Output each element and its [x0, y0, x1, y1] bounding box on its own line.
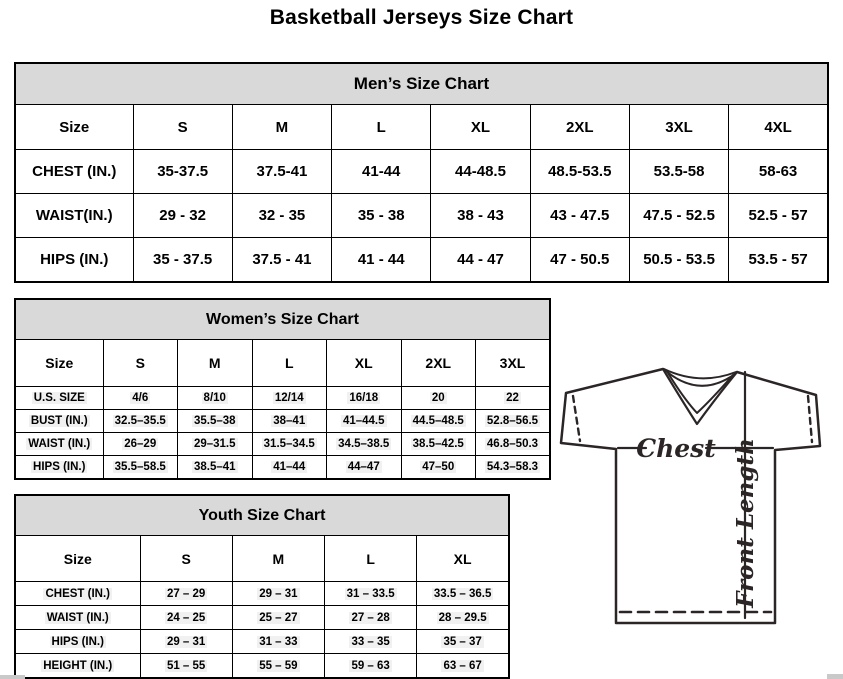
data-cell — [401, 433, 476, 456]
row-label — [15, 654, 140, 679]
table-row — [15, 654, 509, 679]
column-header: 3XL — [629, 105, 728, 150]
row-label — [15, 582, 140, 606]
data-cell — [476, 433, 551, 456]
table-title: Women’s Size Chart — [15, 299, 550, 340]
table-row — [15, 410, 550, 433]
column-header: XL — [431, 105, 530, 150]
jersey-outline — [561, 369, 820, 623]
highlighted-text: 29–31.5 — [193, 438, 236, 450]
column-header: M — [178, 340, 253, 387]
highlighted-text: 25 – 27 — [259, 611, 298, 624]
highlighted-text: 35.5–38 — [193, 415, 236, 427]
youth-size-table — [14, 494, 510, 679]
column-header: S — [140, 536, 232, 582]
data-cell: 47 - 50.5 — [530, 238, 629, 283]
data-cell — [232, 630, 324, 654]
column-header: 3XL — [476, 340, 551, 387]
column-header: M — [232, 536, 324, 582]
column-header: S — [103, 340, 178, 387]
column-header: Size — [15, 105, 133, 150]
highlighted-text: 54.3–58.3 — [486, 461, 539, 473]
data-cell — [252, 387, 327, 410]
highlighted-text: 26–29 — [124, 438, 157, 450]
highlighted-text: 34.5–38.5 — [338, 438, 390, 450]
highlighted-text: 27 – 29 — [166, 587, 206, 600]
column-header: L — [325, 536, 417, 582]
data-cell — [327, 433, 402, 456]
page-title: Basketball Jerseys Size Chart — [269, 6, 574, 29]
highlighted-text: HIPS (IN.) — [33, 461, 86, 473]
data-cell: 53.5 - 57 — [729, 238, 828, 283]
data-cell: 35 - 37.5 — [133, 238, 232, 283]
highlighted-text: 29 – 31 — [259, 587, 298, 600]
data-cell — [252, 456, 327, 480]
data-cell: 53.5-58 — [629, 150, 728, 194]
highlighted-text: U.S. SIZE — [33, 392, 85, 404]
table-row — [15, 606, 509, 630]
data-cell — [327, 456, 402, 480]
highlighted-text: HEIGHT (IN.) — [43, 659, 113, 672]
data-cell — [401, 456, 476, 480]
highlighted-text: 16/18 — [349, 392, 379, 404]
table-title: Youth Size Chart — [15, 495, 509, 536]
data-cell: 58-63 — [729, 150, 828, 194]
data-cell: 29 - 32 — [133, 194, 232, 238]
data-cell — [325, 606, 417, 630]
table-row — [15, 150, 828, 194]
horizontal-scrollbar-thumb-left[interactable] — [0, 675, 25, 679]
mens-size-table — [14, 62, 829, 283]
front-length-label: Front Length — [732, 438, 759, 608]
row-label — [15, 630, 140, 654]
column-header: XL — [417, 536, 509, 582]
table-row — [15, 433, 550, 456]
data-cell — [178, 433, 253, 456]
highlighted-text: 47–50 — [422, 461, 455, 473]
highlighted-text: 38.5–42.5 — [412, 438, 464, 450]
data-cell: 35 - 38 — [332, 194, 431, 238]
left-cuff-dashed-line — [573, 396, 580, 441]
table-row — [15, 582, 509, 606]
column-header: L — [332, 105, 431, 150]
highlighted-text: 59 – 63 — [351, 659, 390, 672]
highlighted-text: 33.5 – 36.5 — [433, 587, 492, 600]
data-cell — [325, 582, 417, 606]
highlighted-text: 55 – 59 — [259, 659, 298, 672]
table-row — [15, 238, 828, 283]
data-cell: 44 - 47 — [431, 238, 530, 283]
highlighted-text: 32.5–35.5 — [114, 415, 166, 427]
data-cell — [103, 387, 178, 410]
data-cell: 37.5-41 — [232, 150, 331, 194]
womens-size-table — [14, 298, 551, 480]
column-header: XL — [327, 340, 402, 387]
data-cell: 50.5 - 53.5 — [629, 238, 728, 283]
data-cell — [252, 410, 327, 433]
highlighted-text: 33 – 35 — [351, 635, 390, 648]
highlighted-text: 44–47 — [347, 461, 380, 473]
data-cell: 41-44 — [332, 150, 431, 194]
data-cell — [103, 456, 178, 480]
highlighted-text: WAIST (IN.) — [28, 438, 91, 450]
data-cell — [140, 630, 232, 654]
data-cell — [325, 654, 417, 679]
table-row — [15, 630, 509, 654]
row-label — [15, 433, 103, 456]
data-cell — [103, 410, 178, 433]
highlighted-text: 22 — [506, 392, 519, 404]
chest-label: Chest — [636, 434, 716, 463]
row-label — [15, 606, 140, 630]
row-label: CHEST (IN.) — [15, 150, 133, 194]
data-cell — [232, 582, 324, 606]
data-cell: 47.5 - 52.5 — [629, 194, 728, 238]
table-title: Men’s Size Chart — [15, 63, 828, 105]
highlighted-text: WAIST (IN.) — [46, 611, 109, 624]
data-cell: 35-37.5 — [133, 150, 232, 194]
highlighted-text: 27 – 28 — [351, 611, 390, 624]
row-label: WAIST(IN.) — [15, 194, 133, 238]
highlighted-text: 12/14 — [274, 392, 304, 404]
highlighted-text: 38–41 — [273, 415, 306, 427]
data-cell: 32 - 35 — [232, 194, 331, 238]
table-row — [15, 194, 828, 238]
data-cell — [417, 654, 509, 679]
row-label — [15, 410, 103, 433]
row-label — [15, 456, 103, 480]
data-cell — [327, 410, 402, 433]
column-header: 2XL — [530, 105, 629, 150]
highlighted-text: 8/10 — [203, 392, 226, 404]
data-cell — [103, 433, 178, 456]
data-cell — [178, 387, 253, 410]
column-header: 2XL — [401, 340, 476, 387]
data-cell — [476, 410, 551, 433]
right-cuff-dashed-line — [808, 396, 812, 442]
table-row — [15, 387, 550, 410]
data-cell — [417, 582, 509, 606]
column-header: Size — [15, 340, 103, 387]
highlighted-text: BUST (IN.) — [30, 415, 88, 427]
table-row — [15, 456, 550, 480]
data-cell — [325, 630, 417, 654]
row-label — [15, 387, 103, 410]
data-cell — [401, 387, 476, 410]
column-header: L — [252, 340, 327, 387]
data-cell — [140, 582, 232, 606]
highlighted-text: 4/6 — [132, 392, 149, 404]
data-cell: 43 - 47.5 — [530, 194, 629, 238]
data-cell — [140, 606, 232, 630]
data-cell — [417, 606, 509, 630]
data-cell — [327, 387, 402, 410]
highlighted-text: 35.5–58.5 — [114, 461, 166, 473]
data-cell — [232, 654, 324, 679]
data-cell — [476, 456, 551, 480]
highlighted-text: CHEST (IN.) — [45, 587, 111, 600]
data-cell: 41 - 44 — [332, 238, 431, 283]
data-cell: 52.5 - 57 — [729, 194, 828, 238]
data-cell: 44-48.5 — [431, 150, 530, 194]
highlighted-text: 31 – 33.5 — [346, 587, 395, 600]
highlighted-text: 46.8–50.3 — [486, 438, 539, 450]
highlighted-text: 52.8–56.5 — [486, 415, 539, 427]
highlighted-text: HIPS (IN.) — [51, 635, 104, 648]
data-cell — [252, 433, 327, 456]
data-cell: 38 - 43 — [431, 194, 530, 238]
data-cell — [178, 456, 253, 480]
highlighted-text: 31 – 33 — [259, 635, 298, 648]
jersey-measurement-diagram — [545, 350, 843, 635]
highlighted-text: 51 – 55 — [166, 659, 206, 672]
data-cell — [476, 387, 551, 410]
data-cell — [178, 410, 253, 433]
highlighted-text: 29 – 31 — [166, 635, 206, 648]
data-cell — [232, 606, 324, 630]
highlighted-text: 20 — [431, 392, 445, 404]
row-label: HIPS (IN.) — [15, 238, 133, 283]
highlighted-text: 35 – 37 — [443, 635, 482, 648]
horizontal-scrollbar-thumb-right[interactable] — [827, 674, 843, 679]
highlighted-text: 41–44.5 — [342, 415, 385, 427]
column-header: Size — [15, 536, 140, 582]
highlighted-text: 24 – 25 — [166, 611, 206, 624]
data-cell — [417, 630, 509, 654]
highlighted-text: 38.5–41 — [193, 461, 236, 473]
column-header: S — [133, 105, 232, 150]
data-cell: 37.5 - 41 — [232, 238, 331, 283]
highlighted-text: 31.5–34.5 — [263, 438, 315, 450]
highlighted-text: 28 – 29.5 — [438, 611, 487, 624]
column-header: 4XL — [729, 105, 828, 150]
highlighted-text: 63 – 67 — [443, 659, 482, 672]
data-cell — [140, 654, 232, 679]
data-cell — [401, 410, 476, 433]
highlighted-text: 44.5–48.5 — [412, 415, 464, 427]
column-header: M — [232, 105, 331, 150]
highlighted-text: 41–44 — [273, 461, 306, 473]
data-cell: 48.5-53.5 — [530, 150, 629, 194]
